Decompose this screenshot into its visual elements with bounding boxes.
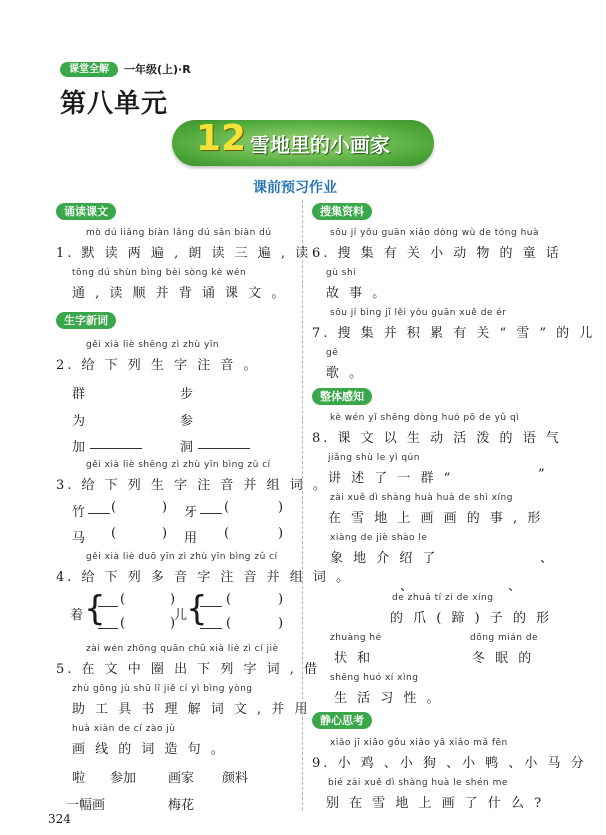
q5-word-2: 参加 [110, 771, 137, 786]
q8-text-1: 8. 课 文 以 生 动 活 泼 的 语 气 [312, 431, 562, 446]
column-divider [302, 200, 303, 810]
lesson-title: 雪地里的小画家 [250, 133, 390, 157]
homework-title: 课前预习作业 [253, 180, 337, 196]
q6-pinyin-2: gù shi [326, 268, 357, 278]
q4-char-2: 儿 [174, 608, 188, 623]
q8-text-5: 的 爪 ( 蹄 ) 子 的 形 [390, 611, 553, 626]
q1-text-1: 1. 默 读 两 遍 , 朗 读 三 遍 , 读 [56, 246, 312, 261]
q6-pinyin-1: sōu jí yǒu guān xiǎo dòng wù de tóng huà [330, 228, 539, 238]
q8-pinyin-7: dōng mián de [470, 633, 539, 643]
q2-pinyin: gěi xià liè shēng zì zhù yīn [86, 340, 220, 350]
q8-pinyin-5: de zhuǎ tí zi de xíng [392, 593, 494, 603]
q2-char-3: 为 [72, 414, 86, 429]
q8-text-2: 讲 述 了 一 群 “ [328, 471, 454, 486]
q4-paren-1a: ( [120, 592, 126, 607]
q6-text-2: 故 事 。 [326, 286, 389, 301]
q8-pinyin-4: xiàng de jiè shào le [330, 533, 428, 543]
q3-paren-2: ( [224, 500, 230, 515]
section-new-words: 生字新词 [56, 312, 116, 329]
lesson-number: 12 [196, 118, 247, 159]
section-collect: 搜集资料 [312, 203, 372, 220]
q4-paren-1b: ) [170, 592, 176, 607]
q4-paren-1c: ( [120, 616, 126, 631]
unit-title: 第八单元 [60, 89, 169, 119]
q2-char-6: 洞 [180, 440, 194, 455]
q4-line-2b[interactable] [200, 628, 222, 629]
q4-brace-2: { [186, 589, 208, 629]
q3-paren-1b: ) [162, 500, 168, 515]
q8-pinyin-8: shēng huó xí xìng [330, 673, 419, 683]
book-badge: 课堂全解 [60, 62, 118, 77]
q4-line-2a[interactable] [200, 606, 222, 607]
q5-word-1: 啦 [72, 771, 86, 786]
q6-text-1: 6. 搜 集 有 关 小 动 物 的 童 话 [312, 246, 562, 261]
q2-answer-line-6[interactable] [198, 448, 250, 449]
q8-text-6: 状 和 [334, 651, 374, 666]
q5-pinyin-2: zhù gōng jù shū lǐ jiě cí yì bìng yòng [72, 684, 253, 694]
q3-paren-4b: ) [278, 526, 284, 541]
q8-pinyin-2: jiǎng shù le yì qún [328, 453, 420, 463]
q3-char-1: 竹 [72, 505, 86, 520]
q4-brace-1: { [84, 589, 106, 629]
q9-pinyin-2: bié zài xuě dì shàng huà le shén me [328, 778, 508, 788]
q8-mark-3: 、 [508, 579, 525, 594]
q3-char-2: 牙 [184, 505, 198, 520]
q8-text-3: 在 雪 地 上 画 画 的 事 , 形 [328, 511, 544, 526]
q2-char-5: 加 [72, 440, 86, 455]
q3-pinyin: gěi xià liè shēng zì zhù yīn bìng zǔ cí [86, 460, 271, 470]
q3-paren-4: ( [224, 526, 230, 541]
q9-text-2: 别 在 雪 地 上 画 了 什 么 ? [326, 796, 545, 811]
q2-char-2: 步 [180, 387, 194, 402]
q3-char-4: 用 [184, 531, 198, 546]
q2-text: 2. 给 下 列 生 字 注 音 。 [56, 358, 260, 373]
q9-pinyin-1: xiǎo jī xiǎo gǒu xiǎo yā xiǎo mǎ fēn [330, 738, 508, 748]
q5-word-6: 梅花 [168, 798, 195, 813]
q4-paren-2a: ( [226, 592, 232, 607]
section-reading: 诵读课文 [56, 203, 116, 220]
q5-word-3: 画家 [168, 771, 195, 786]
q3-answer-line-2[interactable] [200, 513, 222, 514]
q2-answer-line-5[interactable] [90, 448, 142, 449]
q7-pinyin-1: sōu jí bìng jī lěi yǒu guān xuě de ér [330, 308, 507, 318]
q5-text-3: 画 线 的 词 造 句 。 [72, 742, 227, 757]
q8-pinyin-3: zài xuě dì shàng huà huà de shì xíng [330, 493, 513, 503]
q8-pinyin-1: kè wén yǐ shēng dòng huó pō de yǔ qì [330, 413, 520, 423]
q5-word-5: 一幅画 [66, 798, 106, 813]
q3-paren-2b: ) [278, 500, 284, 515]
q7-text-1: 7. 搜 集 并 积 累 有 关 “ 雪 ” 的 儿 [312, 326, 596, 341]
q8-mark-2: 、 [400, 579, 417, 594]
q2-char-1: 群 [72, 387, 86, 402]
q7-pinyin-2: gē [326, 348, 339, 358]
grade-label: 一年级(上)·R [124, 63, 191, 76]
q7-text-2: 歌 。 [326, 366, 366, 381]
page-number: 324 [48, 812, 71, 826]
q3-text: 3. 给 下 列 生 字 注 音 并 组 词 。 [56, 478, 329, 493]
q3-paren-3: ( [111, 526, 117, 541]
q4-paren-1d: ) [170, 616, 176, 631]
q4-char-1: 着 [70, 608, 84, 623]
q3-char-3: 马 [72, 531, 86, 546]
q1-pinyin-2: tōng dú shùn bìng bèi sòng kè wén [72, 268, 247, 278]
q4-line-1b[interactable] [98, 628, 118, 629]
q4-paren-2c: ( [226, 616, 232, 631]
q5-pinyin-1: zài wén zhōng quān chū xià liè zì cí jiè [86, 644, 279, 654]
q2-char-4: 参 [180, 414, 194, 429]
q1-text-2: 通 , 读 顺 并 背 诵 课 文 。 [72, 286, 288, 301]
q4-text: 4. 给 下 列 多 音 字 注 音 并 组 词 。 [56, 570, 352, 585]
q4-paren-2b: ) [278, 592, 284, 607]
q4-paren-2d: ) [278, 616, 284, 631]
q1-pinyin-1: mò dú liǎng biàn lǎng dú sān biàn dú [86, 228, 272, 238]
q3-paren-3b: ) [162, 526, 168, 541]
q5-pinyin-3: huà xiàn de cí zào jù [72, 724, 176, 734]
q8-text-8: 生 活 习 性 。 [334, 691, 443, 706]
q8-text-4: 象 地 介 绍 了 [330, 551, 439, 566]
section-overview: 整体感知 [312, 388, 372, 405]
q4-pinyin: gěi xià liè duō yīn zì zhù yīn bìng zǔ cí [86, 552, 278, 562]
q8-mark-1: 、 [540, 551, 557, 566]
q8-text-7: 冬 眠 的 [472, 651, 535, 666]
section-reflect: 静心思考 [312, 712, 372, 729]
q8-close-quote: ” [538, 467, 548, 482]
q5-text-2: 助 工 具 书 理 解 词 文 , 并 用 [72, 702, 311, 717]
q8-pinyin-6: zhuàng hé [330, 633, 382, 643]
q5-text-1: 5. 在 文 中 圈 出 下 列 字 词 , 借 [56, 662, 320, 677]
q3-answer-line-1[interactable] [88, 513, 110, 514]
q3-paren-1: ( [111, 500, 117, 515]
q4-line-1a[interactable] [98, 606, 118, 607]
q9-text-1: 9. 小 鸡 、小 狗 、小 鸭 、小 马 分 [312, 756, 587, 771]
q5-word-4: 颜料 [222, 771, 249, 786]
